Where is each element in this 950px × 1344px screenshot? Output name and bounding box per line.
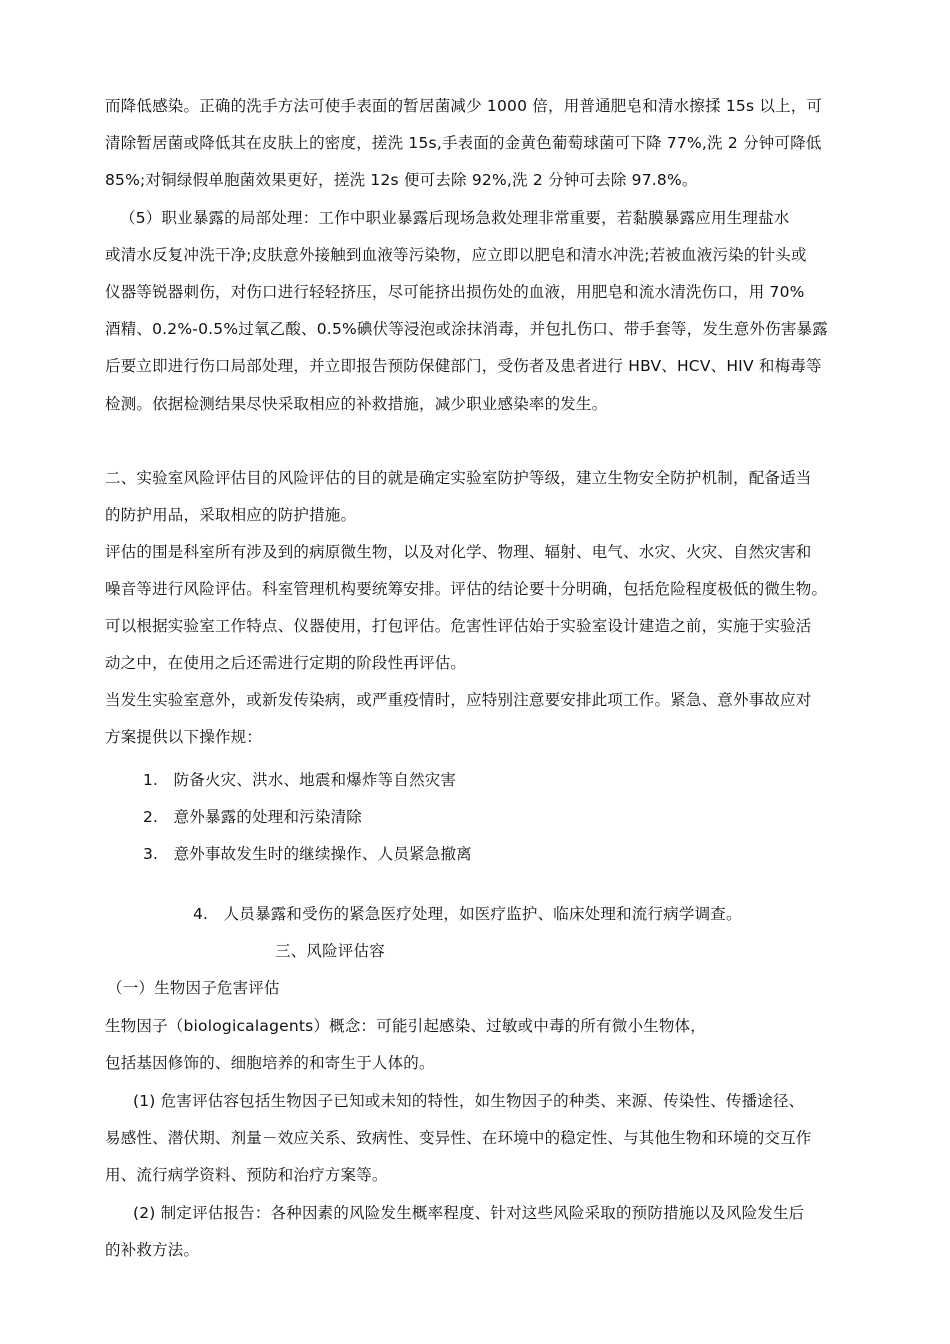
text-line: 检测。依据检测结果尽快采取相应的补救措施，减少职业感染率的发生。 <box>105 395 608 413</box>
text-line: (2) 制定评估报告：各种因素的风险发生概率程度、针对这些风险采取的预防措施以及风险发生后 <box>133 1204 805 1222</box>
text-line: 酒精、0.2%-0.5%过氧乙酸、0.5%碘伏等浸泡或涂抹消毒，并包扎伤口、带手套等，发生意外伤害暴露 <box>105 320 828 338</box>
text-line: 动之中，在使用之后还需进行定期的阶段性再评估。 <box>105 654 467 672</box>
list-item: 3. 意外事故发生时的继续操作、人员紧急撤离 <box>143 845 472 863</box>
text-line: 清除暂居菌或降低其在皮肤上的密度，搓洗 15s,手表面的金黄色葡萄球菌可下降 77%,洗 2 分钟可降低 <box>105 134 822 152</box>
text-line: 的防护用品，采取相应的防护措施。 <box>105 506 357 524</box>
text-line: 当发生实验室意外，或新发传染病，或严重疫情时，应特别注意要安排此项工作。紧急、意外事故应对 <box>105 691 812 709</box>
text-line: 包括基因修饰的、细胞培养的和寄生于人体的。 <box>105 1054 435 1072</box>
list-item: 1. 防备火灾、洪水、地震和爆炸等自然灾害 <box>143 771 457 789</box>
text-line: 噪音等进行风险评估。科室管理机构要统筹安排。评估的结论要十分明确，包括危险程度极低的微生物。 <box>105 580 828 598</box>
text-line: 生物因子（biologicalagents）概念：可能引起感染、过敏或中毒的所有微小生物体， <box>105 1017 706 1035</box>
text-line: 评估的围是科室所有涉及到的病原微生物，以及对化学、物理、辐射、电气、水灾、火灾、自然灾害和 <box>105 543 812 561</box>
text-line: (1) 危害评估容包括生物因子已知或未知的特性，如生物因子的种类、来源、传染性、传播途径、 <box>133 1092 805 1110</box>
text-line: 仪器等锐器刺伤，对伤口进行轻轻挤压，尽可能挤出损伤处的血液，用肥皂和流水清洗伤口，用 70% <box>105 283 805 301</box>
text-line: 用、流行病学资料、预防和治疗方案等。 <box>105 1166 388 1184</box>
text-line: 而降低感染。正确的洗手方法可使手表面的暂居菌减少 1000 倍，用普通肥皂和清水擦揉 15s 以上，可 <box>105 97 823 115</box>
section-heading: 三、风险评估容 <box>275 942 385 960</box>
text-line: 可以根据实验室工作特点、仪器使用，打包评估。危害性评估始于实验室设计建造之前，实施于实验活 <box>105 617 812 635</box>
section-heading: 二、实验室风险评估目的风险评估的目的就是确定实验室防护等级，建立生物安全防护机制，配备适当 <box>105 469 812 487</box>
text-line: 方案提供以下操作规： <box>105 728 263 746</box>
text-line: 85%;对铜绿假单胞菌效果更好，搓洗 12s 便可去除 92%,洗 2 分钟可去除 97.8%。 <box>105 171 698 189</box>
list-item: 4. 人员暴露和受伤的紧急医疗处理，如医疗监护、临床处理和流行病学调查。 <box>193 905 742 923</box>
text-line: 的补救方法。 <box>105 1241 200 1259</box>
list-item: 2. 意外暴露的处理和污染清除 <box>143 808 362 826</box>
text-line: （5）职业暴露的局部处理：工作中职业暴露后现场急救处理非常重要，若黏膜暴露应用生理盐水 <box>120 209 790 227</box>
text-line: 后要立即进行伤口局部处理，并立即报告预防保健部门，受伤者及患者进行 HBV、HCV、HIV 和梅毒等 <box>105 357 822 375</box>
text-line: 易感性、潜伏期、剂量－效应关系、致病性、变异性、在环境中的稳定性、与其他生物和环境的交互作 <box>105 1129 812 1147</box>
subsection-heading: （一）生物因子危害评估 <box>107 979 280 997</box>
text-line: 或清水反复冲洗干净;皮肤意外接触到血液等污染物，应立即以肥皂和清水冲洗;若被血液污染的针头或 <box>105 246 807 264</box>
